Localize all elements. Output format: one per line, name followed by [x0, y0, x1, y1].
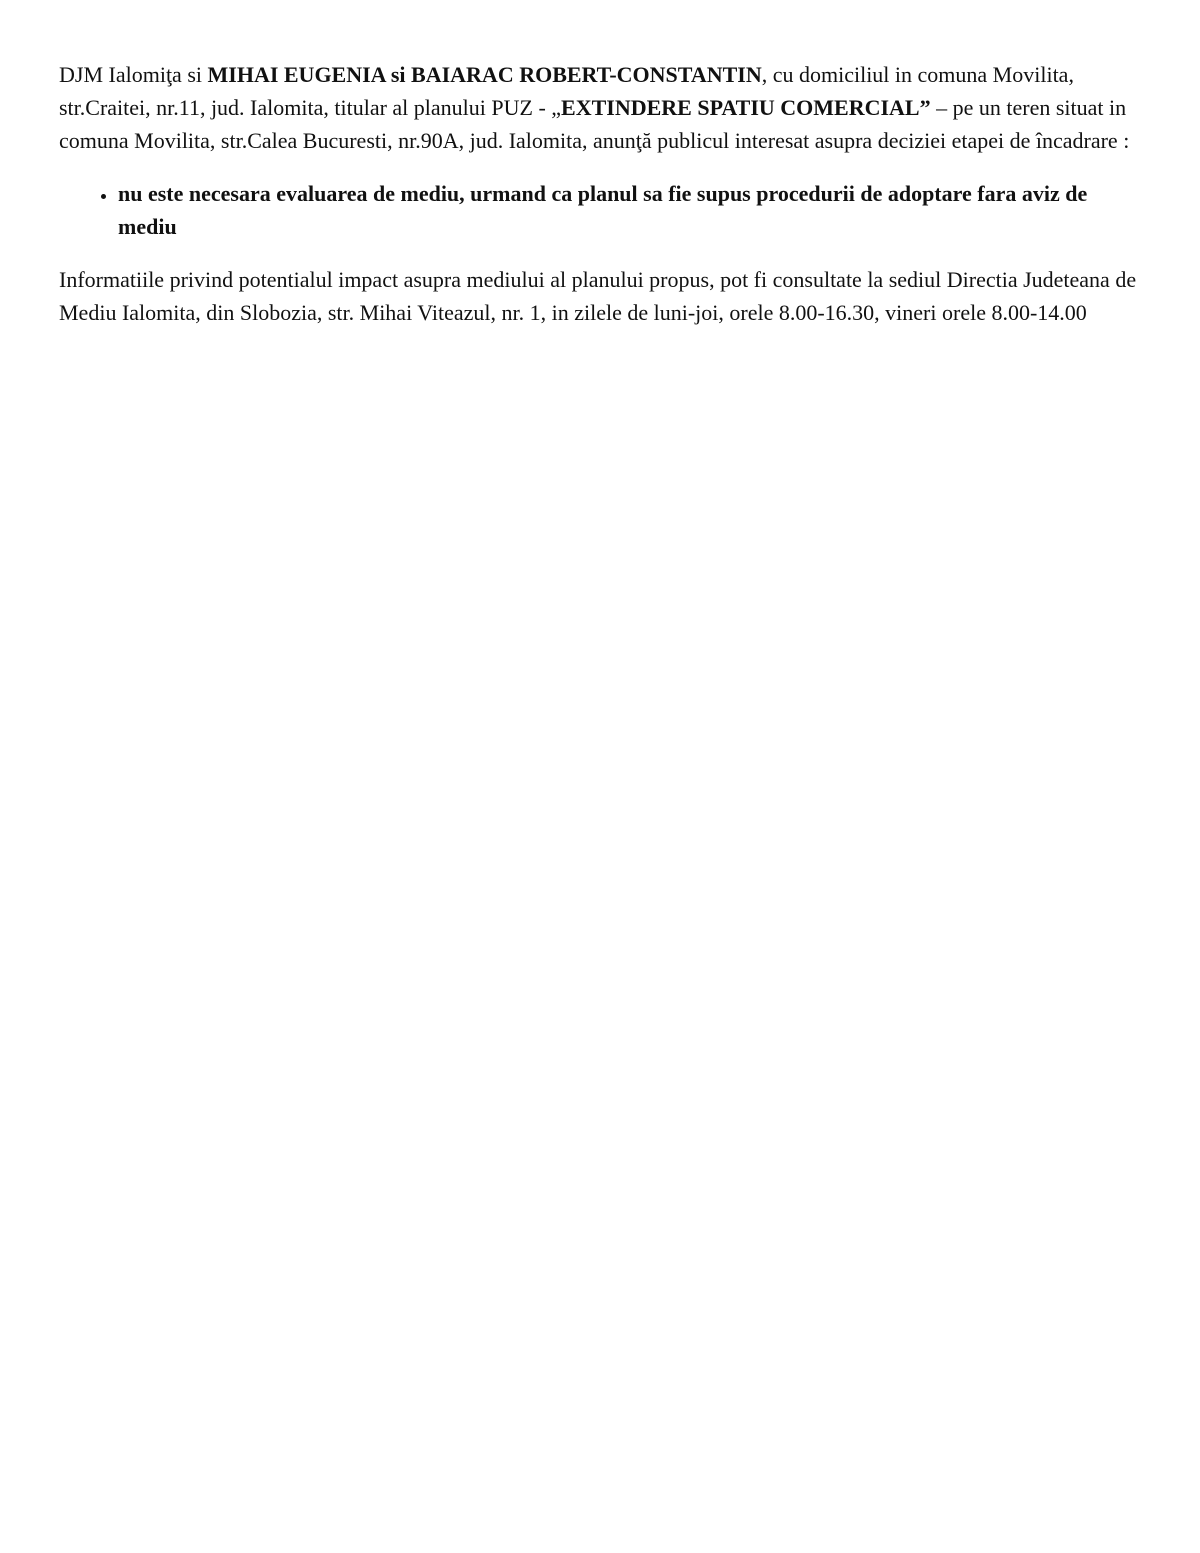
intro-paragraph: [59, 58, 1144, 157]
decision-list: [59, 177, 1144, 243]
applicant-names: MIHAI EUGENIA si BAIARAC ROBERT-CONSTANTIN: [207, 62, 762, 87]
intro-text-1: DJM Ialomiţa si: [59, 62, 208, 87]
document-page: [59, 58, 1144, 329]
intro-text-2: , cu domiciliul in comuna Movilita, str.Craitei, nr.11, jud. Ialomita, titular al planului PUZ - „: [59, 62, 1074, 120]
info-paragraph: Informatiile privind potentialul impact asupra mediului al planului propus, pot fi consultate la sediul Directia Judeteana de Mediu Ialomita, din Slobozia, str. Mihai Viteazul, nr. 1, in zilele de luni-joi, orele 8.00-16.30, vineri orele 8.00-14.00: [59, 267, 1137, 325]
decision-item: • nu este necesara evaluarea de mediu, urmand ca planul sa fie supus procedurii de adoptare fara aviz de mediu: [118, 177, 1144, 243]
plan-title: EXTINDERE SPATIU COMERCIAL”: [561, 95, 931, 120]
intro-text-3: – pe un teren situat in comuna Movilita, str.Calea Bucuresti, nr.90A, jud. Ialomita, anunţă publicul interesat asupra deciziei etapei de încadrare :: [59, 95, 1130, 153]
